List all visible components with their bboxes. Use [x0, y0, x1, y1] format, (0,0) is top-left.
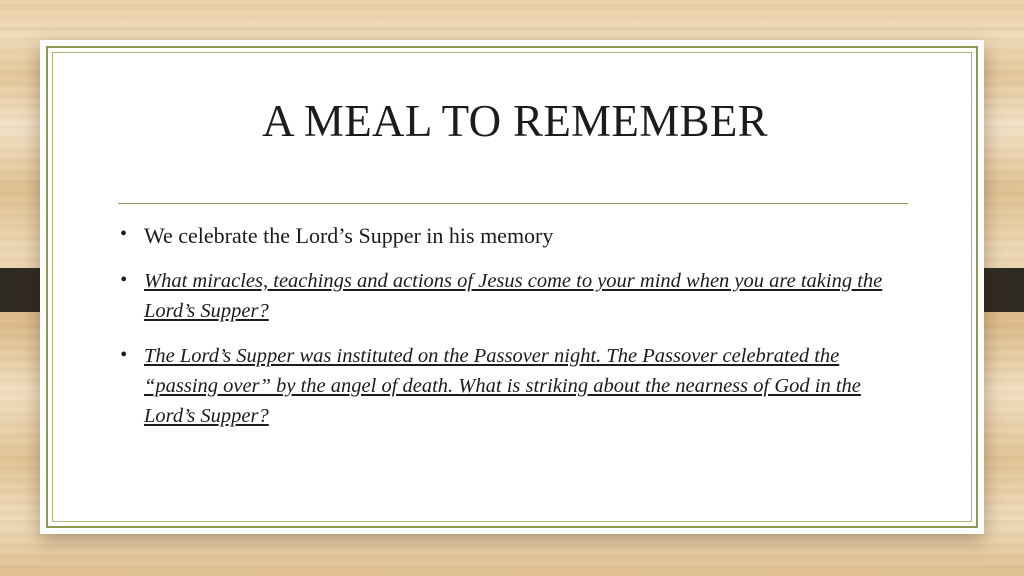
title-divider — [118, 203, 908, 204]
slide-card — [40, 40, 984, 534]
bullet-list — [112, 220, 912, 442]
list-item-text: What miracles, teachings and actions of Jesus come to your mind when you are taking the Lord’s Supper? — [144, 269, 883, 323]
slide-title: A MEAL TO REMEMBER — [262, 96, 768, 146]
wood-grain-line — [0, 28, 1024, 30]
list-item — [112, 341, 912, 432]
slide-content — [40, 40, 984, 534]
list-item-text: The Lord’s Supper was instituted on the Passover night. The Passover celebrated the “passing over” by the angel of death. What is striking about the nearness of God in the Lord’s Supper? — [144, 344, 861, 428]
list-item — [112, 220, 912, 252]
list-item — [112, 266, 912, 327]
list-item-text: We celebrate the Lord’s Supper in his memory — [144, 223, 554, 248]
